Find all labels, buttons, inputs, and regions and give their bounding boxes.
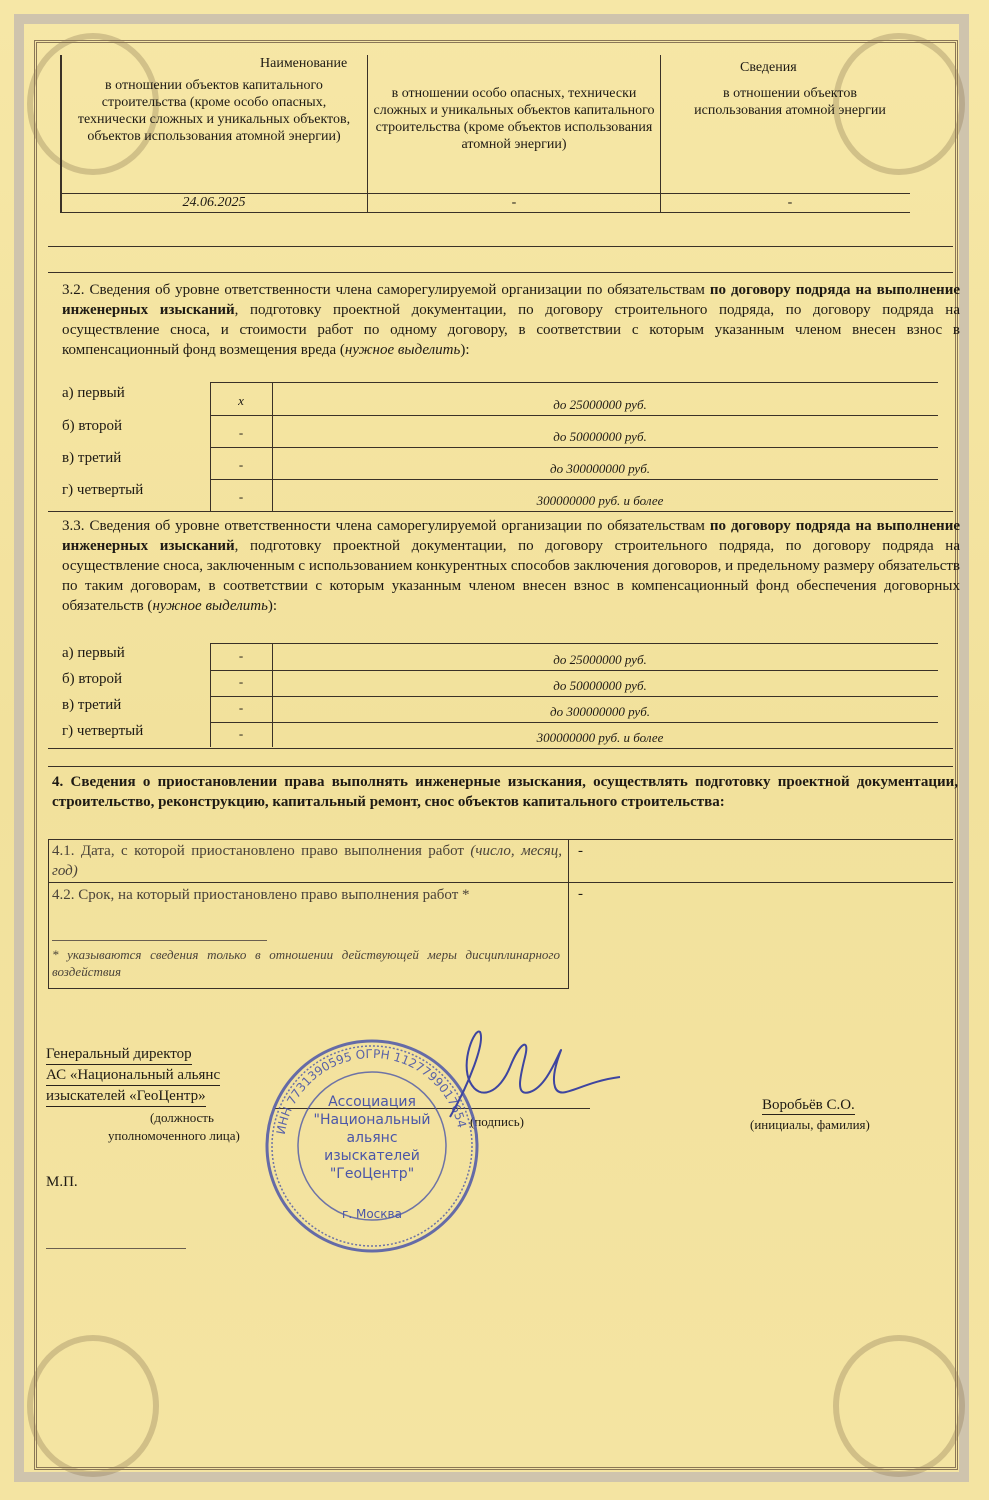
seal-place-label: М.П. xyxy=(46,1174,78,1190)
level-label: г) четвертый xyxy=(62,482,144,498)
level-mark: - xyxy=(238,648,244,663)
ornament-corner xyxy=(833,1335,965,1477)
table-header-name: Наименование xyxy=(260,56,348,71)
level-label: б) второй xyxy=(62,671,122,687)
level-label: в) третий xyxy=(62,697,122,713)
stamp-line: альянс xyxy=(346,1130,398,1146)
signature-hint: (подпись) xyxy=(470,1114,524,1129)
table-col-dangerous: в отношении особо опасных, технически сложных и уникальных объектов капитального строительства (кроме объектов использования атомной энергии) xyxy=(373,86,655,152)
level-label: г) четвертый xyxy=(62,723,144,739)
level-mark: - xyxy=(238,700,244,715)
footnote: * указываются сведения только в отношении действующей меры дисциплинарного воздействия xyxy=(52,947,560,979)
handwritten-signature xyxy=(430,1022,630,1132)
level-amount: до 50000000 руб. xyxy=(553,678,647,693)
level-mark: - xyxy=(238,457,244,472)
level-amount: до 50000000 руб. xyxy=(553,429,647,444)
table-value-atomic: - xyxy=(787,195,793,210)
stamp-line: "Национальный xyxy=(313,1112,431,1128)
level-mark: - xyxy=(238,726,244,741)
position-hint-1: (должность xyxy=(150,1110,214,1125)
ornament-corner xyxy=(27,1335,159,1477)
level-amount: до 300000000 руб. xyxy=(550,704,650,719)
level-mark: х xyxy=(238,393,244,408)
level-amount: до 25000000 руб. xyxy=(553,652,647,667)
level-amount: до 25000000 руб. xyxy=(553,397,647,412)
ornamental-frame xyxy=(34,40,961,1470)
section-3-3-text: 3.3. Сведения об уровне ответственности члена саморегулируемой организации по обязательствам по договору подряда на выполнение инженерных изысканий, подготовку проектной документации, по договору строительного подряда, по договору подряда на осуществление сноса, заключенным с использованием конкурентных способов заключения договоров, и предельному размеру обязательств по таким договорам, в соответствии с которым указанным членом внесен взнос в компенсационный фонд обеспечения договорных обязательств (нужное выделить): xyxy=(62,518,961,614)
stamp-line: Ассоциация xyxy=(328,1094,416,1110)
level-label: б) второй xyxy=(62,418,122,434)
section-3-2-text: 3.2. Сведения об уровне ответственности члена саморегулируемой организации по обязательствам по договору подряда на выполнение инженерных изысканий, подготовку проектной документации, по договору строительного подряда, по договору подряда на осуществление сноса, и стоимости работ по одному договору, в соответствии с которым указанным членом внесен взнос в компенсационный фонд возмещения вреда (нужное выделить): xyxy=(62,282,961,358)
level-mark: - xyxy=(238,489,244,504)
level-label: в) третий xyxy=(62,450,122,466)
stamp-line: "ГеоЦентр" xyxy=(329,1166,415,1182)
stamp-ring-text: ИНН 7731390595 ОГРН 1127799017654 xyxy=(273,1046,470,1136)
level-label: а) первый xyxy=(62,645,125,661)
name-hint: (инициалы, фамилия) xyxy=(750,1117,870,1132)
level-mark: - xyxy=(238,425,244,440)
level-label: а) первый xyxy=(62,385,125,401)
signer-position: Генеральный директор АС «Национальный альянс изыскателей «ГеоЦентр» xyxy=(46,1044,220,1107)
table-col-atomic: в отношении объектов использования атомной энергии xyxy=(694,86,886,118)
position-hint-2: уполномоченного лица) xyxy=(108,1128,240,1143)
stamp-line: изыскателей xyxy=(324,1148,420,1164)
suspension-date-value: - xyxy=(578,843,583,859)
suspension-date-label: 4.1. Дата, с которой приостановлено право выполнения работ (число, месяц, год) xyxy=(52,843,562,879)
level-amount: 300000000 руб. и более xyxy=(536,493,664,508)
level-mark: - xyxy=(238,674,244,689)
suspension-term-label: 4.2. Срок, на который приостановлено право выполнения работ * xyxy=(52,887,470,903)
table-col-capital: в отношении объектов капитального строительства (кроме особо опасных, технически сложных и уникальных объектов, объектов использования атомной энергии) xyxy=(77,78,351,144)
table-value-dangerous: - xyxy=(511,195,517,210)
table-header-info: Сведения xyxy=(740,60,797,75)
table-value-date: 24.06.2025 xyxy=(182,195,246,210)
section-4-title: 4. Сведения о приостановлении права выполнять инженерные изыскания, осуществлять подготовку проектной документации, строительство, реконструкцию, капитальный ремонт, снос объектов капитального строительства: xyxy=(52,774,958,810)
level-amount: до 300000000 руб. xyxy=(550,461,650,476)
signer-name: Воробьёв С.О. xyxy=(762,1097,855,1113)
stamp-city: г. Москва xyxy=(342,1207,402,1221)
level-amount: 300000000 руб. и более xyxy=(536,730,664,745)
suspension-term-value: - xyxy=(578,886,583,902)
